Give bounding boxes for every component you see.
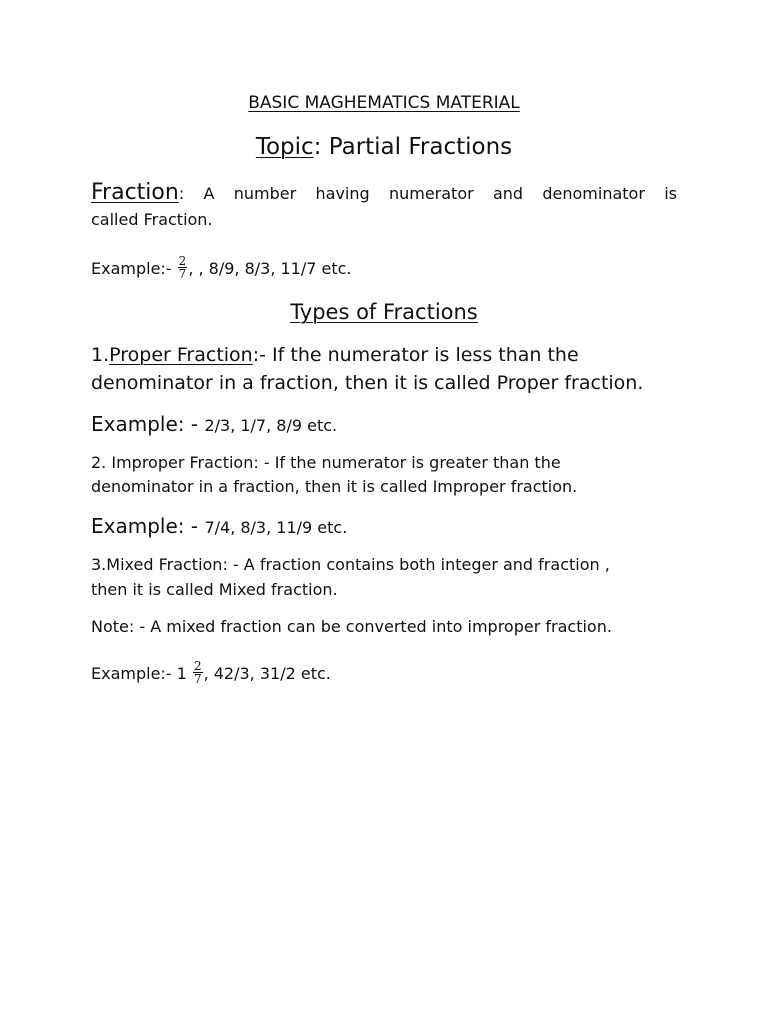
example-line-2 <box>91 414 337 434</box>
proper-fraction-term: Proper Fraction <box>109 344 253 366</box>
stacked-fraction <box>178 255 188 280</box>
example-values: , , 8/9, 8/3, 11/7 etc. <box>188 259 352 278</box>
example-values: , 42/3, 31/2 etc. <box>203 664 331 683</box>
example-line-3 <box>91 516 347 536</box>
fraction-denominator: 7 <box>193 672 202 686</box>
example-label: Example: - <box>91 412 205 436</box>
fraction-term: Fraction <box>91 180 179 205</box>
improper-fraction-line1: 2. Improper Fraction: - If the numerator is greater than the <box>91 453 561 472</box>
types-heading: Types of Fractions <box>290 300 478 324</box>
stacked-fraction <box>193 660 203 685</box>
example-line-4 <box>91 659 331 687</box>
proper-fraction-text: :- If the numerator is less than the <box>252 344 579 366</box>
fraction-numerator: 2 <box>178 254 187 268</box>
topic-label: Topic <box>255 134 314 160</box>
example-label: Example: - <box>91 514 205 538</box>
fraction-definition-line1 <box>91 182 677 204</box>
mixed-fraction-line1: 3.Mixed Fraction: - A fraction contains both integer and fraction , <box>91 555 610 574</box>
example-values: 2/3, 1/7, 8/9 etc. <box>204 416 338 435</box>
fraction-definition-line2: called Fraction. <box>91 210 213 229</box>
example-prefix: Example:- <box>91 259 177 278</box>
note-text: Note: - A mixed fraction can be converted into improper fraction. <box>91 617 612 636</box>
example-values: 7/4, 8/3, 11/9 etc. <box>204 518 348 537</box>
proper-fraction-line2: denominator in a fraction, then it is called Proper fraction. <box>91 372 644 394</box>
example-line-1 <box>91 254 352 282</box>
fraction-denominator: 7 <box>178 267 187 281</box>
fraction-definition-text: : A number having numerator and denominator is <box>178 184 677 203</box>
improper-fraction-line2: denominator in a fraction, then it is called Improper fraction. <box>91 477 578 496</box>
proper-number: 1. <box>91 344 110 366</box>
document-title: BASIC MAGHEMATICS MATERIAL <box>248 93 520 113</box>
proper-fraction-line1 <box>91 346 579 365</box>
mixed-fraction-line2: then it is called Mixed fraction. <box>91 580 338 599</box>
fraction-numerator: 2 <box>193 659 202 673</box>
topic-text: : Partial Fractions <box>313 134 513 160</box>
topic-heading <box>0 136 768 159</box>
example-prefix: Example:- 1 <box>91 664 192 683</box>
